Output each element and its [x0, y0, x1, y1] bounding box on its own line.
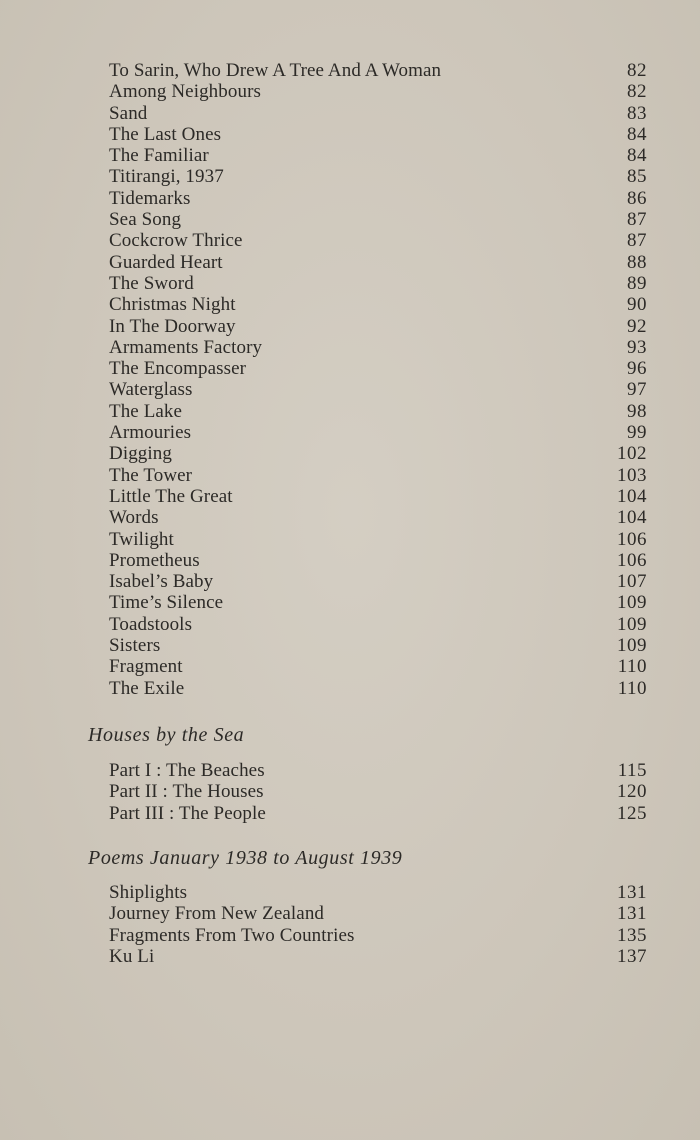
section-heading-houses-by-the-sea: Houses by the Sea — [88, 724, 245, 746]
toc-entry-title: Twilight — [109, 528, 174, 550]
toc-entry — [0, 209, 700, 230]
toc-entry — [0, 316, 700, 337]
toc-entry-page-number: 109 — [617, 592, 647, 614]
toc-entry-title: Toadstools — [109, 613, 193, 635]
toc-entry-page-number: 82 — [627, 81, 647, 103]
contents-list-main — [0, 60, 700, 699]
toc-entry — [0, 465, 700, 486]
toc-entry-title: The Exile — [109, 677, 185, 699]
toc-entry-page-number: 84 — [627, 145, 647, 167]
toc-entry-title: Armouries — [109, 422, 192, 444]
toc-entry-title: Among Neighbours — [109, 81, 262, 103]
toc-entry — [0, 635, 700, 656]
toc-entry — [0, 422, 700, 443]
toc-entry-page-number: 137 — [617, 945, 647, 967]
toc-entry-title: Prometheus — [109, 549, 200, 571]
toc-entry — [0, 145, 700, 166]
toc-entry — [0, 903, 700, 924]
toc-entry-title: Fragment — [109, 656, 183, 678]
toc-entry-page-number: 82 — [627, 60, 647, 81]
toc-entry-title: Journey From New Zealand — [109, 903, 325, 925]
toc-entry — [0, 443, 700, 464]
toc-entry-title: Sand — [109, 102, 148, 124]
toc-entry-page-number: 103 — [617, 464, 647, 486]
toc-entry-title: Digging — [109, 443, 172, 465]
toc-entry — [0, 230, 700, 251]
toc-entry — [0, 781, 700, 802]
toc-entry-page-number: 92 — [627, 315, 647, 337]
toc-entry-page-number: 109 — [617, 613, 647, 635]
toc-entry-page-number: 135 — [617, 924, 647, 946]
toc-entry-page-number: 107 — [617, 571, 647, 593]
toc-entry — [0, 124, 700, 145]
toc-entry-page-number: 98 — [627, 400, 647, 422]
toc-entry-page-number: 96 — [627, 358, 647, 380]
toc-entry — [0, 103, 700, 124]
toc-entry — [0, 337, 700, 358]
toc-entry-page-number: 131 — [617, 882, 647, 903]
toc-entry-page-number: 90 — [627, 294, 647, 316]
toc-entry — [0, 571, 700, 592]
toc-entry-title: Little The Great — [109, 485, 233, 507]
toc-entry-title: Christmas Night — [109, 294, 236, 316]
toc-entry — [0, 379, 700, 400]
toc-entry — [0, 882, 700, 903]
toc-entry-title: Isabel’s Baby — [109, 571, 214, 593]
toc-entry-title: Titirangi, 1937 — [109, 166, 224, 188]
toc-entry — [0, 803, 700, 824]
toc-entry-title: The Last Ones — [109, 123, 222, 145]
toc-entry-page-number: 120 — [617, 781, 647, 803]
toc-entry — [0, 592, 700, 613]
toc-entry — [0, 678, 700, 699]
toc-entry-page-number: 89 — [627, 272, 647, 294]
section-heading-poems-1938-1939: Poems January 1938 to August 1939 — [88, 847, 403, 869]
toc-entry-title: Cockcrow Thrice — [109, 230, 243, 252]
toc-entry-page-number: 110 — [617, 677, 647, 699]
toc-entry — [0, 273, 700, 294]
toc-entry-page-number: 110 — [617, 656, 647, 678]
contents-list-poems-1938-1939 — [0, 882, 700, 967]
toc-entry-page-number: 115 — [617, 760, 647, 781]
toc-entry-page-number: 97 — [627, 379, 647, 401]
toc-entry — [0, 60, 700, 81]
toc-entry-title: Sisters — [109, 635, 161, 657]
toc-entry — [0, 946, 700, 967]
toc-entry-title: Part III : The People — [109, 802, 266, 824]
toc-entry-title: Tidemarks — [109, 187, 191, 209]
toc-entry-page-number: 131 — [617, 903, 647, 925]
toc-entry — [0, 529, 700, 550]
toc-entry-page-number: 99 — [627, 422, 647, 444]
toc-entry-page-number: 87 — [627, 230, 647, 252]
contents-list-houses-by-the-sea — [0, 760, 700, 824]
toc-entry-page-number: 125 — [617, 802, 647, 824]
toc-entry — [0, 188, 700, 209]
toc-entry-title: The Encompasser — [109, 358, 247, 380]
toc-entry-title: Fragments From Two Countries — [109, 924, 355, 946]
toc-entry-page-number: 86 — [627, 187, 647, 209]
toc-entry-title: The Tower — [109, 464, 193, 486]
toc-entry-title: In The Doorway — [109, 315, 236, 337]
toc-entry — [0, 760, 700, 781]
toc-entry — [0, 550, 700, 571]
toc-entry-page-number: 106 — [617, 549, 647, 571]
toc-entry-page-number: 109 — [617, 635, 647, 657]
toc-entry-title: Ku Li — [109, 945, 155, 967]
toc-entry — [0, 166, 700, 187]
toc-entry-title: The Lake — [109, 400, 183, 422]
toc-entry-page-number: 83 — [627, 102, 647, 124]
toc-entry-page-number: 102 — [617, 443, 647, 465]
toc-entry — [0, 401, 700, 422]
toc-entry — [0, 614, 700, 635]
toc-entry — [0, 252, 700, 273]
toc-entry-title: Words — [109, 507, 159, 529]
toc-entry-title: Part II : The Houses — [109, 781, 264, 803]
toc-entry-page-number: 93 — [627, 336, 647, 358]
toc-entry-page-number: 87 — [627, 209, 647, 231]
toc-entry — [0, 486, 700, 507]
toc-entry — [0, 81, 700, 102]
toc-entry-title: Shiplights — [109, 882, 188, 903]
toc-entry-title: Sea Song — [109, 209, 182, 231]
toc-entry — [0, 507, 700, 528]
toc-entry-page-number: 84 — [627, 123, 647, 145]
toc-entry-title: Time’s Silence — [109, 592, 224, 614]
toc-entry — [0, 358, 700, 379]
toc-entry-title: To Sarin, Who Drew A Tree And A Woman — [109, 60, 442, 81]
toc-entry-title: Waterglass — [109, 379, 193, 401]
toc-entry — [0, 925, 700, 946]
toc-entry-title: The Familiar — [109, 145, 209, 167]
toc-entry-page-number: 85 — [627, 166, 647, 188]
toc-entry-page-number: 104 — [617, 507, 647, 529]
toc-entry — [0, 294, 700, 315]
toc-entry-title: Part I : The Beaches — [109, 760, 265, 781]
toc-entry-title: Armaments Factory — [109, 336, 263, 358]
toc-entry — [0, 656, 700, 677]
toc-entry-title: Guarded Heart — [109, 251, 223, 273]
toc-entry-page-number: 106 — [617, 528, 647, 550]
toc-entry-page-number: 104 — [617, 485, 647, 507]
toc-entry-page-number: 88 — [627, 251, 647, 273]
toc-entry-title: The Sword — [109, 272, 194, 294]
